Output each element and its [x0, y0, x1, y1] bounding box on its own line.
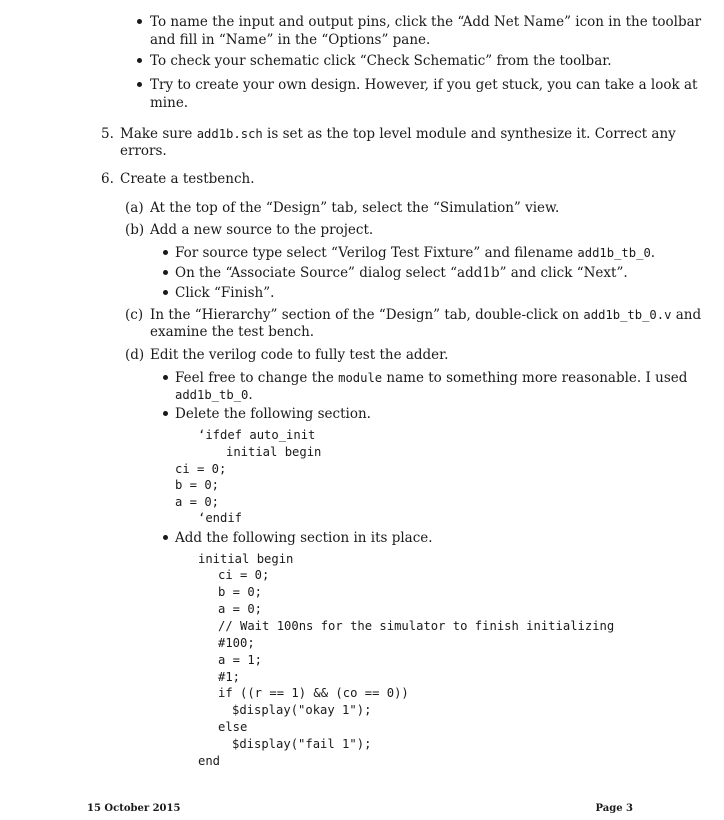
bullet-text: On the “Associate Source” dialog select “add1b” and click “Next”. [175, 265, 628, 281]
sub-text: Add a new source to the project. [150, 222, 374, 238]
code-line: ci = 0; [218, 568, 270, 582]
text: . [248, 387, 253, 403]
sub-text: At the top of the “Design” tab, select the “Simulation” view. [150, 200, 560, 216]
bullet-text [175, 387, 253, 403]
footer-page-number: Page 3 [595, 803, 633, 814]
code-text: add1b.sch [196, 127, 263, 141]
text: . [650, 245, 656, 261]
bullet-dot [163, 411, 168, 416]
code-line: initial begin [226, 445, 322, 459]
sub-label: (b) [125, 222, 145, 238]
bullet-dot [163, 535, 168, 540]
code-line: ‘endif [198, 511, 243, 525]
sub-text: Edit the verilog code to fully test the adder. [150, 347, 449, 363]
bullet-text: Add the following section in its place. [175, 530, 433, 546]
text: For source type select “Verilog Test Fixture” and filename [175, 245, 578, 261]
bullet-text [175, 370, 687, 386]
sub-label: (c) [125, 307, 144, 323]
code-line: a = 0; [175, 495, 220, 509]
bullet-dot [137, 58, 142, 63]
code-line: b = 0; [218, 585, 263, 599]
code-text: add1b_tb_0.v [583, 308, 672, 322]
code-line: a = 0; [218, 602, 263, 616]
bullet-text [175, 245, 655, 261]
text: is set as the top level module and synthesize it. Correct any [262, 126, 676, 142]
bullet-dot [137, 19, 142, 24]
sub-text [150, 307, 701, 323]
code-line: #1; [218, 670, 241, 684]
code-line: $display("fail 1"); [232, 737, 372, 751]
footer-date: 15 October 2015 [87, 803, 181, 814]
list-item-text: errors. [120, 143, 167, 159]
code-line: end [198, 754, 221, 768]
code-text: add1b_tb_0 [577, 246, 651, 260]
bullet-text: Try to create your own design. However, if you get stuck, you can take a look at [150, 77, 698, 93]
bullet-text: Click “Finish”. [175, 285, 275, 301]
code-line: b = 0; [175, 478, 220, 492]
code-line: if ((r == 1) && (co == 0)) [218, 686, 409, 700]
text: In the “Hierarchy” section of the “Design” tab, double-click on [150, 307, 584, 323]
code-text: add1b_tb_0 [175, 388, 249, 402]
code-line: #100; [218, 636, 255, 650]
bullet-text: Delete the following section. [175, 406, 371, 422]
list-item-text: Create a testbench. [120, 171, 255, 187]
sub-label: (d) [125, 347, 145, 363]
bullet-text: To check your schematic click “Check Schematic” from the toolbar. [150, 53, 612, 69]
bullet-dot [163, 270, 168, 275]
text: name to something more reasonable. I used [382, 370, 688, 386]
code-line: ci = 0; [175, 462, 227, 476]
bullet-text: and fill in “Name” in the “Options” pane. [150, 32, 431, 48]
list-item-text [120, 126, 676, 142]
code-line: // Wait 100ns for the simulator to finish initializing [218, 619, 615, 633]
code-line: $display("okay 1"); [232, 703, 372, 717]
code-text: module [338, 371, 383, 385]
sub-text: examine the test bench. [150, 324, 315, 340]
code-line: a = 1; [218, 653, 263, 667]
bullet-dot [163, 375, 168, 380]
bullet-text: mine. [150, 95, 189, 111]
text: and [671, 307, 702, 323]
code-line: initial begin [198, 552, 294, 566]
bullet-text: To name the input and output pins, click the “Add Net Name” icon in the toolbar [150, 14, 702, 30]
bullet-dot [137, 82, 142, 87]
code-line: ‘ifdef auto_init [198, 428, 316, 442]
code-line: else [218, 720, 248, 734]
sub-label: (a) [125, 200, 144, 216]
list-number: 5. [101, 126, 114, 142]
list-number: 6. [101, 171, 114, 187]
bullet-dot [163, 250, 168, 255]
bullet-dot [163, 290, 168, 295]
text: Feel free to change the [175, 370, 339, 386]
text: Make sure [120, 126, 197, 142]
